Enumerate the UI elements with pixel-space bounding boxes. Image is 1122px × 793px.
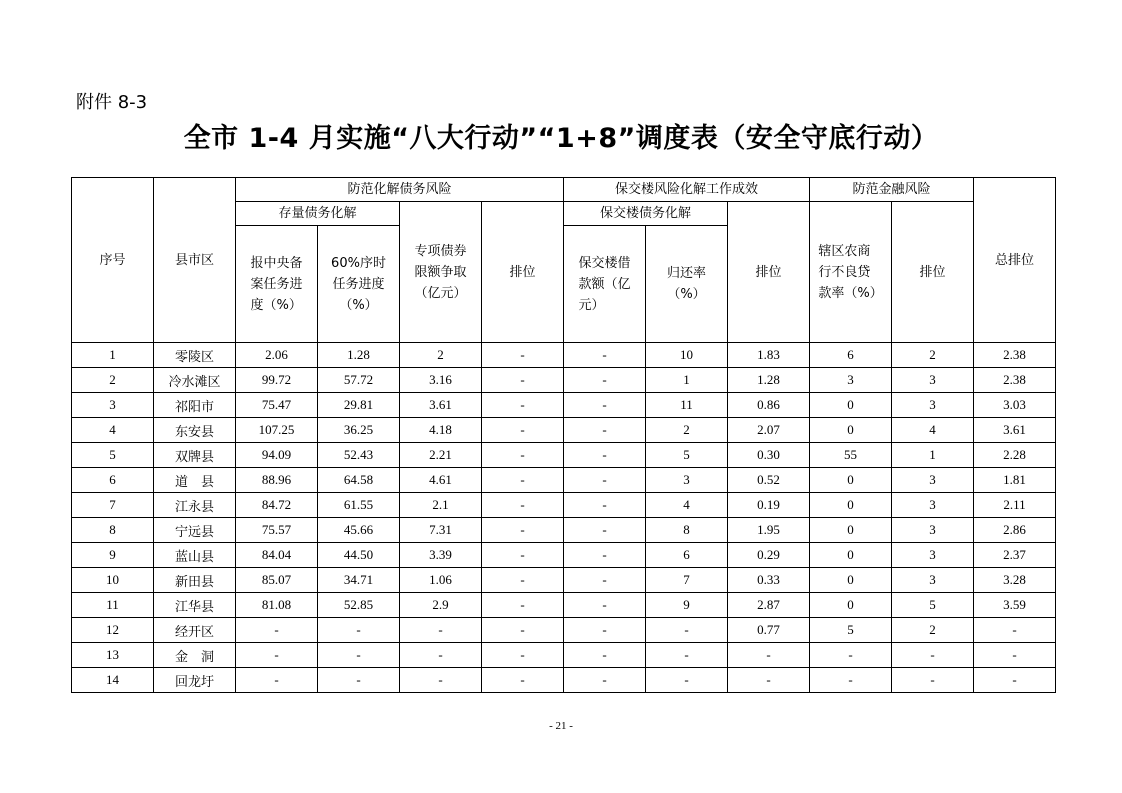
header-total-rank: 总排位 [974,178,1056,343]
cell-finance-rank: 2 [892,343,974,368]
cell-district: 江华县 [154,593,236,618]
table-row [72,643,1056,668]
table-body [72,343,1056,693]
cell-central-progress: - [236,618,318,643]
cell-debt-rank: - [482,443,564,468]
cell-finance-rank: 3 [892,493,974,518]
cell-repay-rate: 10 [646,343,728,368]
table-row [72,493,1056,518]
cell-central-progress: 85.07 [236,568,318,593]
cell-repay-rate: 2 [646,418,728,443]
cell-total-rank: 2.86 [974,518,1056,543]
cell-total-rank: 3.59 [974,593,1056,618]
cell-finance-rank: 1 [892,443,974,468]
cell-district: 冷水滩区 [154,368,236,393]
cell-special-bond: 2 [400,343,482,368]
cell-timed-progress: - [318,668,400,693]
cell-central-progress: 107.25 [236,418,318,443]
header-housing-debt: 保交楼债务化解 [564,202,728,226]
page-number: - 21 - [549,720,573,732]
cell-npl-rate: 0 [810,568,892,593]
cell-housing-loan: - [564,618,646,643]
header-housing-risk: 保交楼风险化解工作成效 [564,178,810,202]
cell-finance-rank: - [892,643,974,668]
cell-central-progress: 2.06 [236,343,318,368]
table-row [72,393,1056,418]
table-row [72,618,1056,643]
cell-finance-rank: 3 [892,393,974,418]
cell-housing-loan: - [564,568,646,593]
cell-repay-rate: 1 [646,368,728,393]
cell-finance-rank: 3 [892,468,974,493]
cell-debt-rank: - [482,493,564,518]
cell-housing-rank: 1.28 [728,368,810,393]
cell-central-progress: 99.72 [236,368,318,393]
cell-finance-rank: 3 [892,543,974,568]
header-stock-debt: 存量债务化解 [236,202,400,226]
cell-central-progress: 75.57 [236,518,318,543]
cell-special-bond: - [400,668,482,693]
cell-repay-rate: - [646,618,728,643]
cell-total-rank: 3.03 [974,393,1056,418]
header-debt-risk: 防范化解债务风险 [236,178,564,202]
cell-debt-rank: - [482,643,564,668]
cell-special-bond: 3.39 [400,543,482,568]
header-central-progress: 报中央备 案任务进 度（%） [236,226,318,343]
cell-npl-rate: 5 [810,618,892,643]
header-finance-rank: 排位 [892,202,974,343]
cell-npl-rate: 6 [810,343,892,368]
cell-district: 祁阳市 [154,393,236,418]
cell-housing-rank: 1.83 [728,343,810,368]
cell-npl-rate: - [810,643,892,668]
cell-seq: 13 [72,643,154,668]
cell-seq: 9 [72,543,154,568]
header-special-bond: 专项债券 限额争取 （亿元） [400,202,482,343]
cell-housing-rank: 2.07 [728,418,810,443]
cell-central-progress: - [236,643,318,668]
cell-finance-rank: - [892,668,974,693]
cell-repay-rate: 3 [646,468,728,493]
cell-finance-rank: 2 [892,618,974,643]
cell-central-progress: 81.08 [236,593,318,618]
cell-special-bond: 2.9 [400,593,482,618]
cell-housing-rank: 0.52 [728,468,810,493]
cell-housing-loan: - [564,468,646,493]
cell-npl-rate: 0 [810,518,892,543]
cell-repay-rate: 5 [646,443,728,468]
cell-housing-loan: - [564,443,646,468]
cell-debt-rank: - [482,618,564,643]
cell-special-bond: - [400,618,482,643]
cell-timed-progress: 52.85 [318,593,400,618]
cell-npl-rate: 0 [810,593,892,618]
cell-housing-loan: - [564,393,646,418]
cell-housing-loan: - [564,543,646,568]
cell-debt-rank: - [482,593,564,618]
cell-housing-rank: 0.33 [728,568,810,593]
cell-housing-rank: 0.29 [728,543,810,568]
cell-total-rank: 1.81 [974,468,1056,493]
header-repay-rate: 归还率 （%） [646,226,728,343]
cell-seq: 14 [72,668,154,693]
cell-district: 宁远县 [154,518,236,543]
cell-housing-rank: - [728,668,810,693]
cell-central-progress: - [236,668,318,693]
cell-district: 零陵区 [154,343,236,368]
document-title: 全市 1-4 月实施“八大行动”“1+8”调度表（安全守底行动） [183,123,939,154]
cell-debt-rank: - [482,468,564,493]
cell-npl-rate: 55 [810,443,892,468]
cell-seq: 1 [72,343,154,368]
cell-repay-rate: 8 [646,518,728,543]
cell-repay-rate: 7 [646,568,728,593]
cell-seq: 6 [72,468,154,493]
cell-timed-progress: 45.66 [318,518,400,543]
header-row-1 [72,178,1056,202]
cell-housing-loan: - [564,518,646,543]
cell-timed-progress: 34.71 [318,568,400,593]
header-district: 县市区 [154,178,236,343]
schedule-table [71,177,1056,693]
table-row [72,418,1056,443]
cell-district: 回龙圩 [154,668,236,693]
cell-district: 东安县 [154,418,236,443]
cell-housing-loan: - [564,418,646,443]
header-housing-rank: 排位 [728,202,810,343]
cell-seq: 5 [72,443,154,468]
cell-finance-rank: 3 [892,518,974,543]
cell-finance-rank: 4 [892,418,974,443]
cell-housing-loan: - [564,368,646,393]
cell-central-progress: 84.04 [236,543,318,568]
cell-npl-rate: - [810,668,892,693]
cell-timed-progress: 64.58 [318,468,400,493]
cell-repay-rate: - [646,668,728,693]
cell-special-bond: 1.06 [400,568,482,593]
cell-special-bond: 4.61 [400,468,482,493]
cell-district: 金 洞 [154,643,236,668]
header-npl-rate: 辖区农商 行不良贷 款率（%） [810,202,892,343]
attachment-label: 附件 8-3 [76,92,148,113]
cell-housing-rank: - [728,643,810,668]
cell-npl-rate: 0 [810,468,892,493]
cell-timed-progress: 44.50 [318,543,400,568]
cell-special-bond: 7.31 [400,518,482,543]
cell-seq: 4 [72,418,154,443]
header-finance-risk: 防范金融风险 [810,178,974,202]
cell-central-progress: 84.72 [236,493,318,518]
cell-seq: 3 [72,393,154,418]
table-row [72,443,1056,468]
cell-timed-progress: 36.25 [318,418,400,443]
cell-seq: 12 [72,618,154,643]
cell-timed-progress: - [318,643,400,668]
cell-seq: 11 [72,593,154,618]
cell-special-bond: 3.16 [400,368,482,393]
cell-npl-rate: 0 [810,493,892,518]
cell-housing-rank: 2.87 [728,593,810,618]
cell-special-bond: - [400,643,482,668]
header-seq: 序号 [72,178,154,343]
cell-housing-rank: 1.95 [728,518,810,543]
cell-timed-progress: - [318,618,400,643]
table-row [72,543,1056,568]
table-row [72,593,1056,618]
cell-repay-rate: 9 [646,593,728,618]
header-housing-loan: 保交楼借 款额（亿 元） [564,226,646,343]
table-row [72,568,1056,593]
cell-district: 双牌县 [154,443,236,468]
cell-debt-rank: - [482,368,564,393]
cell-debt-rank: - [482,668,564,693]
cell-total-rank: 2.37 [974,543,1056,568]
cell-district: 新田县 [154,568,236,593]
cell-npl-rate: 0 [810,393,892,418]
cell-district: 道 县 [154,468,236,493]
cell-finance-rank: 3 [892,568,974,593]
cell-district: 江永县 [154,493,236,518]
cell-timed-progress: 52.43 [318,443,400,468]
table-row [72,668,1056,693]
cell-repay-rate: - [646,643,728,668]
cell-debt-rank: - [482,418,564,443]
cell-housing-rank: 0.30 [728,443,810,468]
cell-repay-rate: 11 [646,393,728,418]
cell-total-rank: - [974,618,1056,643]
cell-timed-progress: 61.55 [318,493,400,518]
cell-housing-loan: - [564,343,646,368]
cell-housing-loan: - [564,593,646,618]
cell-debt-rank: - [482,343,564,368]
cell-timed-progress: 57.72 [318,368,400,393]
cell-housing-rank: 0.19 [728,493,810,518]
cell-seq: 10 [72,568,154,593]
table-row [72,468,1056,493]
cell-special-bond: 2.21 [400,443,482,468]
cell-timed-progress: 1.28 [318,343,400,368]
table-row [72,343,1056,368]
cell-central-progress: 94.09 [236,443,318,468]
cell-district: 经开区 [154,618,236,643]
cell-housing-rank: 0.86 [728,393,810,418]
cell-seq: 2 [72,368,154,393]
cell-central-progress: 75.47 [236,393,318,418]
cell-npl-rate: 0 [810,418,892,443]
table-row [72,518,1056,543]
cell-housing-loan: - [564,493,646,518]
cell-timed-progress: 29.81 [318,393,400,418]
cell-housing-loan: - [564,643,646,668]
cell-housing-rank: 0.77 [728,618,810,643]
cell-seq: 8 [72,518,154,543]
cell-debt-rank: - [482,568,564,593]
cell-npl-rate: 0 [810,543,892,568]
cell-special-bond: 4.18 [400,418,482,443]
table-row [72,368,1056,393]
cell-total-rank: 2.38 [974,343,1056,368]
cell-special-bond: 3.61 [400,393,482,418]
cell-repay-rate: 6 [646,543,728,568]
cell-total-rank: 2.11 [974,493,1056,518]
cell-total-rank: 3.28 [974,568,1056,593]
header-debt-rank: 排位 [482,202,564,343]
cell-total-rank: - [974,668,1056,693]
cell-housing-loan: - [564,668,646,693]
cell-total-rank: 3.61 [974,418,1056,443]
cell-total-rank: 2.28 [974,443,1056,468]
cell-district: 蓝山县 [154,543,236,568]
cell-finance-rank: 3 [892,368,974,393]
cell-special-bond: 2.1 [400,493,482,518]
cell-npl-rate: 3 [810,368,892,393]
cell-debt-rank: - [482,393,564,418]
cell-finance-rank: 5 [892,593,974,618]
header-timed-progress: 60%序时 任务进度 （%） [318,226,400,343]
cell-total-rank: 2.38 [974,368,1056,393]
cell-repay-rate: 4 [646,493,728,518]
cell-central-progress: 88.96 [236,468,318,493]
cell-debt-rank: - [482,518,564,543]
cell-debt-rank: - [482,543,564,568]
cell-total-rank: - [974,643,1056,668]
cell-seq: 7 [72,493,154,518]
